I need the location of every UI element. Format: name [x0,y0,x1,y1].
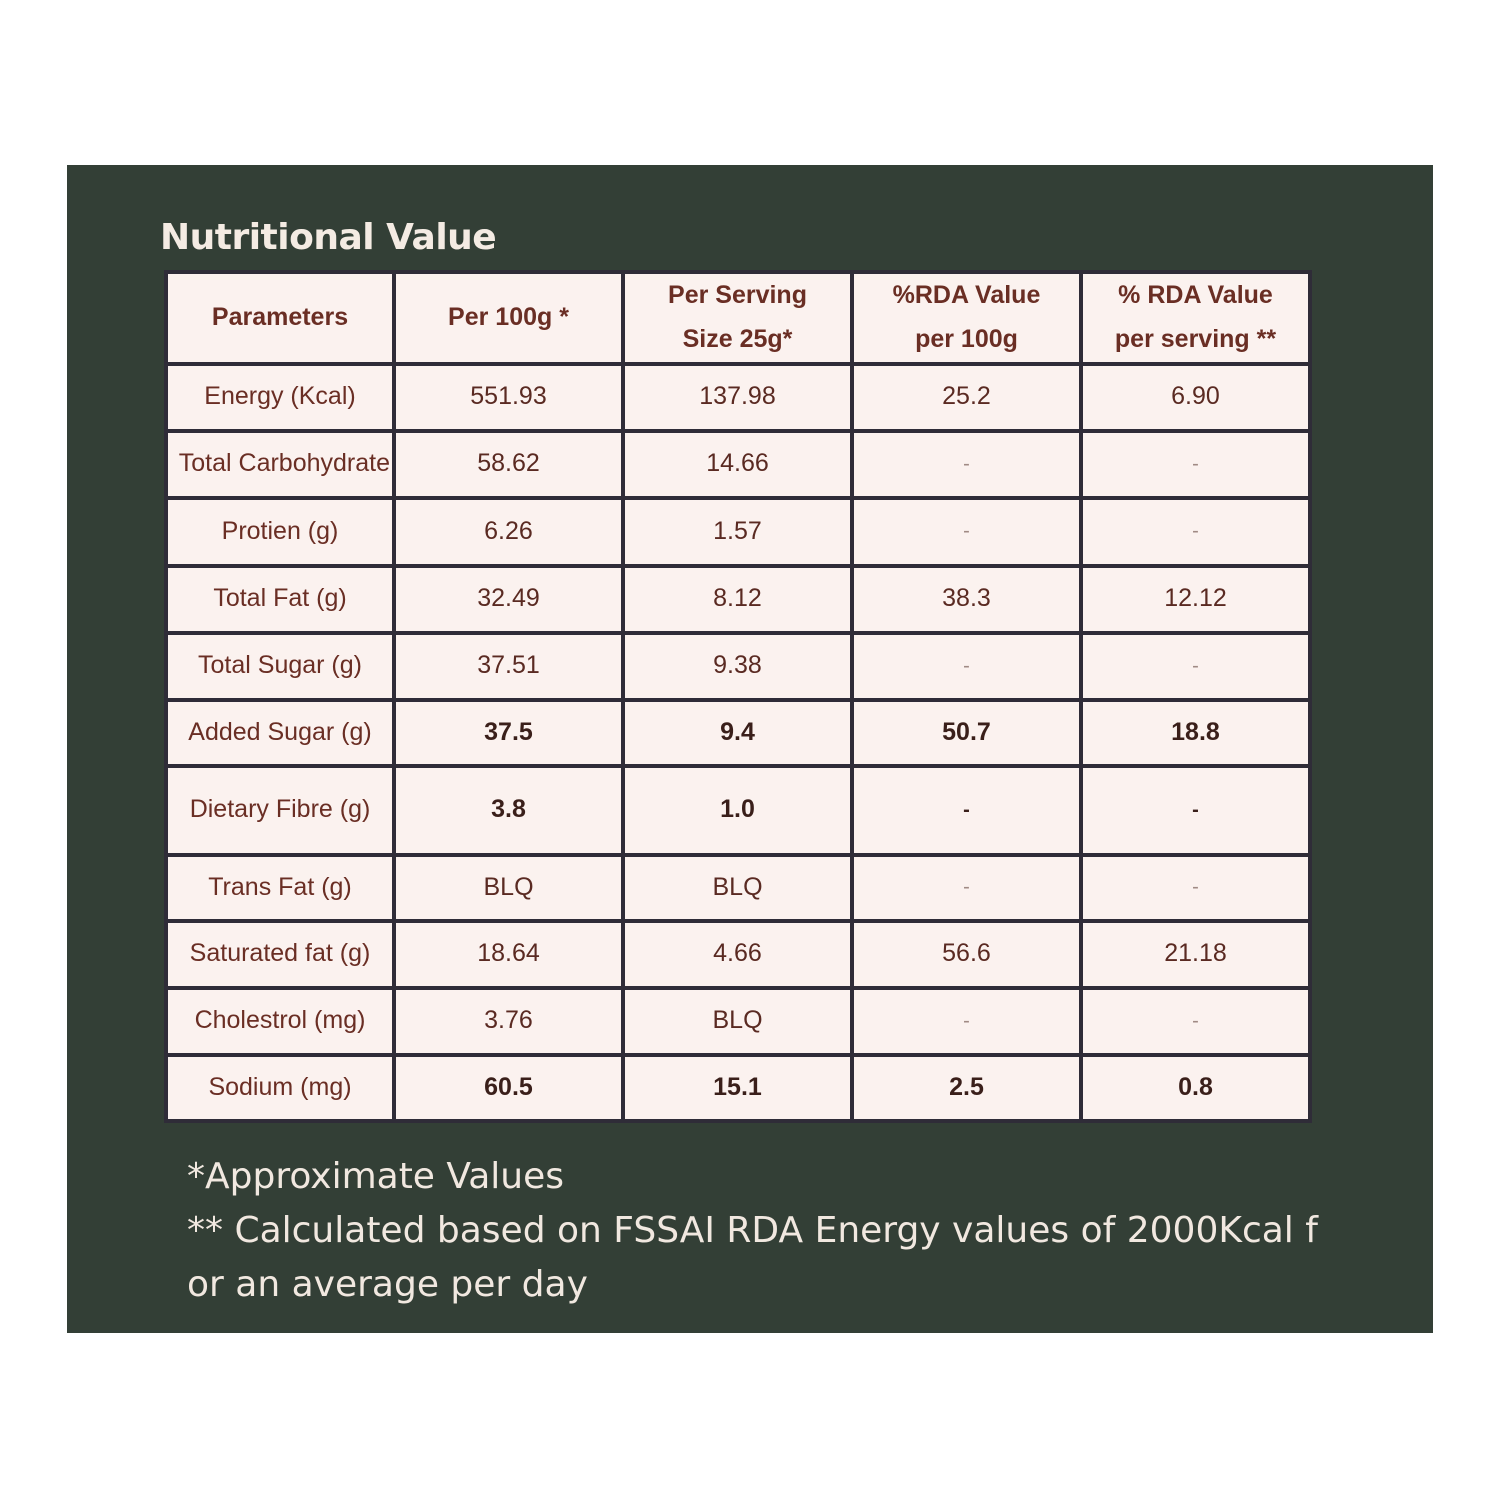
row-per-serving: 9.38 [623,633,852,700]
row-rda-100g: 56.6 [852,921,1081,988]
row-rda-100g: 50.7 [852,700,1081,766]
row-rda-100g: - [852,766,1081,855]
header-per-100g: Per 100g * [394,272,623,364]
footnote-calculated-line2: or an average per day [187,1264,588,1305]
row-per-serving: 1.0 [623,766,852,855]
nutrition-panel [67,165,1433,1333]
row-rda-serving: 18.8 [1081,700,1310,766]
table-row [166,566,1310,633]
row-per-serving: 9.4 [623,700,852,766]
row-per-100g: 58.62 [394,431,623,498]
row-per-100g: 37.5 [394,700,623,766]
header-rda-per-100g: %RDA Value per 100g [852,272,1081,364]
row-per-serving: 14.66 [623,431,852,498]
row-per-100g: 60.5 [394,1055,623,1121]
row-param: Total Carbohydrate [166,431,394,498]
row-rda-serving: - [1081,766,1310,855]
row-param: Added Sugar (g) [166,700,394,766]
row-rda-100g: 2.5 [852,1055,1081,1121]
row-per-100g: 3.8 [394,766,623,855]
row-per-100g: 32.49 [394,566,623,633]
row-param: Energy (Kcal) [166,364,394,431]
row-per-100g: 18.64 [394,921,623,988]
row-param: Saturated fat (g) [166,921,394,988]
table-row [166,855,1310,921]
row-per-serving: 137.98 [623,364,852,431]
row-rda-100g: 38.3 [852,566,1081,633]
row-param: Sodium (mg) [166,1055,394,1121]
row-rda-serving: - [1081,988,1310,1055]
row-rda-serving: 6.90 [1081,364,1310,431]
row-rda-serving: 21.18 [1081,921,1310,988]
table-row [166,364,1310,431]
row-param: Total Sugar (g) [166,633,394,700]
table-row [166,431,1310,498]
row-rda-serving: - [1081,855,1310,921]
table-row [166,988,1310,1055]
table-row [166,921,1310,988]
header-per-serving: Per Serving Size 25g* [623,272,852,364]
row-rda-100g: - [852,988,1081,1055]
header-rda-per-serving: % RDA Value per serving ** [1081,272,1310,364]
row-per-100g: 6.26 [394,498,623,566]
row-rda-100g: - [852,431,1081,498]
row-per-100g: BLQ [394,855,623,921]
footnote-calculated-line1: ** Calculated based on FSSAI RDA Energy values of 2000Kcal f [187,1210,1318,1251]
row-rda-100g: - [852,855,1081,921]
panel-title: Nutritional Value [160,217,497,258]
footnote-approximate: *Approximate Values [187,1156,565,1197]
nutrition-table [164,270,1312,1123]
table-header-row [166,272,1310,364]
row-per-serving: 4.66 [623,921,852,988]
row-rda-100g: - [852,498,1081,566]
row-per-100g: 551.93 [394,364,623,431]
row-per-serving: BLQ [623,988,852,1055]
row-rda-100g: 25.2 [852,364,1081,431]
row-per-serving: 1.57 [623,498,852,566]
table-row [166,498,1310,566]
table-row [166,1055,1310,1121]
row-rda-serving: - [1081,498,1310,566]
table-row [166,766,1310,855]
row-param: Dietary Fibre (g) [166,766,394,855]
header-parameters: Parameters [166,272,394,364]
row-rda-serving: - [1081,431,1310,498]
footnotes [187,1150,1387,1312]
row-per-serving: 15.1 [623,1055,852,1121]
row-rda-serving: 0.8 [1081,1055,1310,1121]
table-row [166,700,1310,766]
row-rda-serving: 12.12 [1081,566,1310,633]
row-rda-100g: - [852,633,1081,700]
row-per-serving: BLQ [623,855,852,921]
row-per-100g: 3.76 [394,988,623,1055]
row-per-serving: 8.12 [623,566,852,633]
table-row [166,633,1310,700]
row-param: Protien (g) [166,498,394,566]
row-rda-serving: - [1081,633,1310,700]
row-param: Trans Fat (g) [166,855,394,921]
row-param: Cholestrol (mg) [166,988,394,1055]
row-per-100g: 37.51 [394,633,623,700]
row-param: Total Fat (g) [166,566,394,633]
